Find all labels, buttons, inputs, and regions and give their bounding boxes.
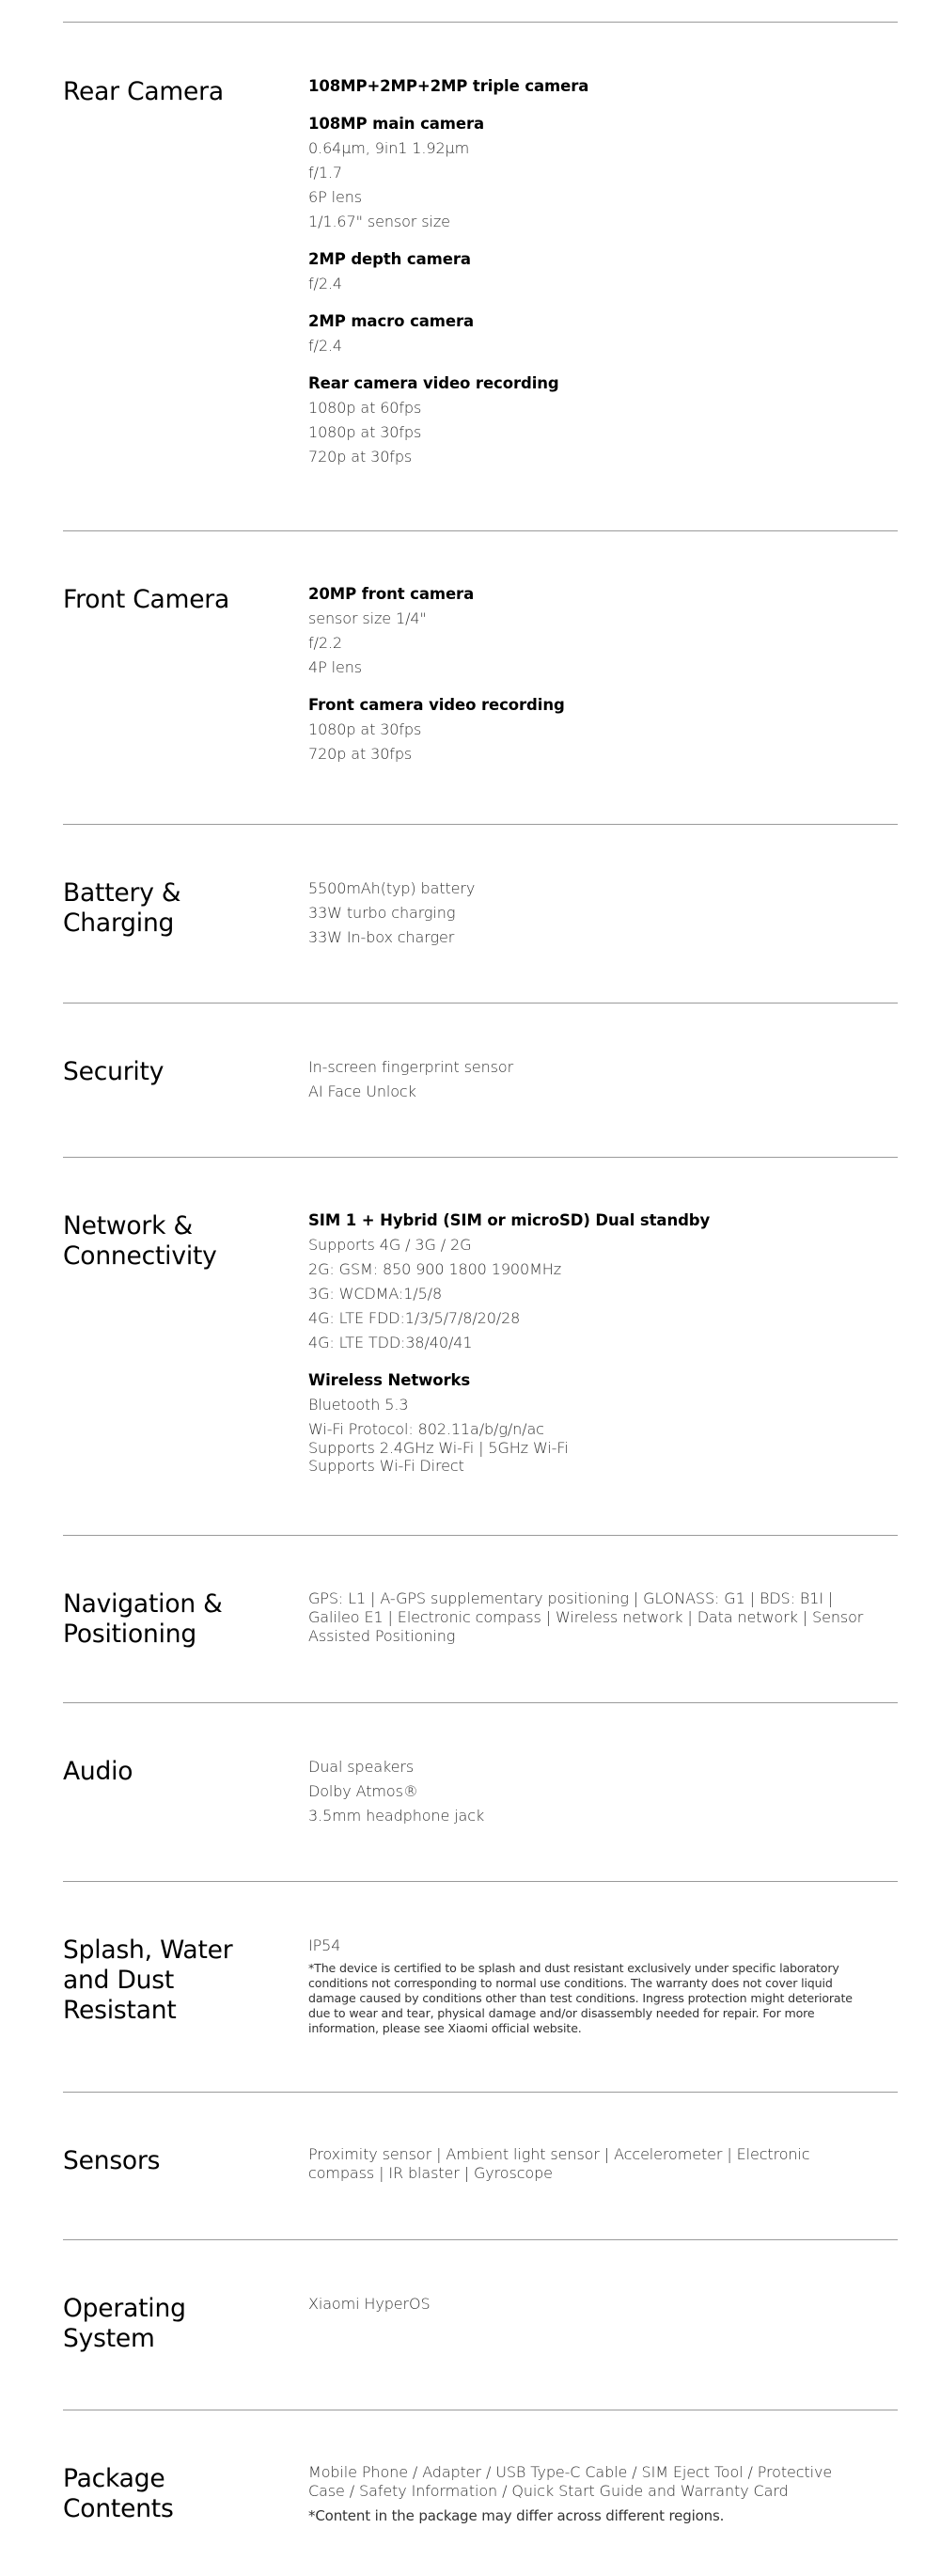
group-title: 108MP+2MP+2MP triple camera [308, 77, 589, 95]
spec-line: 4G: LTE TDD:38/40/41 [308, 1334, 473, 1351]
section-divider [63, 2239, 898, 2240]
spec-group [308, 1055, 872, 1104]
spec-line: Supports Wi-Fi Direct [308, 1457, 464, 1475]
spec-group [308, 371, 872, 469]
spec-group [308, 2145, 872, 2183]
spec-line: 4P lens [308, 658, 362, 676]
spec-line: Supports 4G / 3G / 2G [308, 1236, 472, 1254]
spec-group [308, 247, 872, 296]
section-divider [63, 530, 898, 531]
section-divider [63, 824, 898, 825]
spec-line: 6P lens [308, 188, 362, 206]
group-title: 108MP main camera [308, 115, 485, 133]
spec-line: 1080p at 30fps [308, 423, 422, 441]
spec-group [308, 1755, 872, 1828]
section-title: Security [63, 1057, 164, 1086]
spec-line: IP54 [308, 1936, 341, 1954]
section-body [308, 2145, 872, 2183]
section-divider [63, 22, 898, 23]
spec-line: 3G: WCDMA:1/5/8 [308, 1285, 443, 1303]
spec-line: f/1.7 [308, 164, 342, 182]
spec-line: 1080p at 30fps [308, 720, 422, 738]
spec-line: AI Face Unlock [308, 1083, 416, 1100]
spec-group [308, 112, 872, 234]
section-body [308, 1934, 872, 2036]
spec-line: 0.64μm, 9in1 1.92μm [308, 139, 470, 157]
section-divider [63, 1702, 898, 1703]
spec-group [308, 877, 872, 950]
section-body [308, 1209, 872, 1476]
spec-line: 720p at 30fps [308, 745, 413, 763]
section-title: Rear Camera [63, 77, 224, 106]
section-title: Battery & Charging [63, 878, 181, 938]
spec-group [308, 582, 872, 680]
spec-line: Xiaomi HyperOS [308, 2295, 431, 2313]
package-note: *Content in the package may differ across different regions. [308, 2507, 725, 2524]
group-title: 2MP macro camera [308, 312, 475, 330]
spec-line: 720p at 30fps [308, 448, 413, 466]
section-body [308, 1589, 872, 1646]
spec-line: Wi-Fi Protocol: 802.11a/b/g/n/ac [308, 1420, 544, 1438]
section-divider [63, 1535, 898, 1536]
spec-line: 1/1.67" sensor size [308, 213, 450, 230]
section-divider [63, 1881, 898, 1882]
section-body [308, 1755, 872, 1828]
group-title: Rear camera video recording [308, 374, 559, 392]
spec-group [308, 309, 872, 358]
spec-line: Dual speakers [308, 1758, 415, 1776]
spec-line: f/2.4 [308, 337, 342, 355]
group-title: 2MP depth camera [308, 250, 471, 268]
spec-line: Bluetooth 5.3 [308, 1396, 409, 1414]
spec-line: In-screen fingerprint sensor [308, 1058, 514, 1076]
spec-line: 3.5mm headphone jack [308, 1807, 485, 1825]
spec-paragraph: Mobile Phone / Adapter / USB Type-C Cable / SIM Eject Tool / Protective Case / Safety Information / Quick Start Guide and Warranty Card [308, 2463, 833, 2500]
spec-group [308, 1934, 872, 2036]
spec-line: f/2.4 [308, 275, 342, 292]
section-divider [63, 2092, 898, 2093]
disclaimer-note: *The device is certified to be splash and dust resistant exclusively under specific laboratory conditions not corresponding to normal use conditions. The warranty does not cover liquid damage caused by conditions other than test conditions. Ingress protection might deteriorate due to wear and tear, physical damage and/or disassembly needed for repair. For more information, please see Xiaomi official website. [308, 1961, 853, 2035]
spec-line: 33W turbo charging [308, 904, 456, 922]
group-title: Front camera video recording [308, 696, 565, 714]
group-title: Wireless Networks [308, 1371, 471, 1389]
section-body [308, 1055, 872, 1104]
spec-group [308, 2463, 872, 2525]
spec-group [308, 2292, 872, 2316]
section-body [308, 2463, 872, 2525]
group-title: SIM 1 + Hybrid (SIM or microSD) Dual standby [308, 1211, 711, 1229]
spec-line: Dolby Atmos® [308, 1782, 418, 1800]
group-title: 20MP front camera [308, 585, 475, 603]
section-title: Audio [63, 1757, 133, 1786]
section-title: Package Contents [63, 2464, 174, 2523]
spec-line: 1080p at 60fps [308, 399, 422, 417]
spec-line: 4G: LTE FDD:1/3/5/7/8/20/28 [308, 1309, 521, 1327]
spec-paragraph: GPS: L1 | A-GPS supplementary positioning | GLONASS: G1 | BDS: B1I | Galileo E1 | Electronic compass | Wireless network | Data network | Sensor Assisted Positioning [308, 1589, 864, 1645]
section-body [308, 582, 872, 766]
spec-line: sensor size 1/4" [308, 609, 427, 627]
section-divider [63, 1157, 898, 1158]
spec-group [308, 1368, 872, 1476]
section-title: Operating System [63, 2294, 186, 2353]
spec-line: f/2.2 [308, 634, 342, 652]
spec-paragraph: Proximity sensor | Ambient light sensor | Accelerometer | Electronic compass | IR blaster | Gyroscope [308, 2145, 810, 2182]
section-title: Splash, Water and Dust Resistant [63, 1936, 233, 2025]
spec-group [308, 693, 872, 766]
section-title: Front Camera [63, 585, 230, 614]
section-title: Network & Connectivity [63, 1211, 217, 1271]
section-body [308, 2292, 872, 2316]
spec-line: 5500mAh(typ) battery [308, 879, 476, 897]
section-title: Navigation & Positioning [63, 1589, 223, 1649]
spec-group [308, 1589, 872, 1646]
spec-group [308, 74, 872, 99]
spec-line: 2G: GSM: 850 900 1800 1900MHz [308, 1260, 561, 1278]
spec-line: 33W In-box charger [308, 928, 455, 946]
section-title: Sensors [63, 2146, 161, 2175]
section-body [308, 877, 872, 950]
section-divider [63, 1003, 898, 1004]
section-body [308, 74, 872, 469]
spec-group [308, 1209, 872, 1355]
spec-line: Supports 2.4GHz Wi-Fi | 5GHz Wi-Fi [308, 1438, 569, 1457]
